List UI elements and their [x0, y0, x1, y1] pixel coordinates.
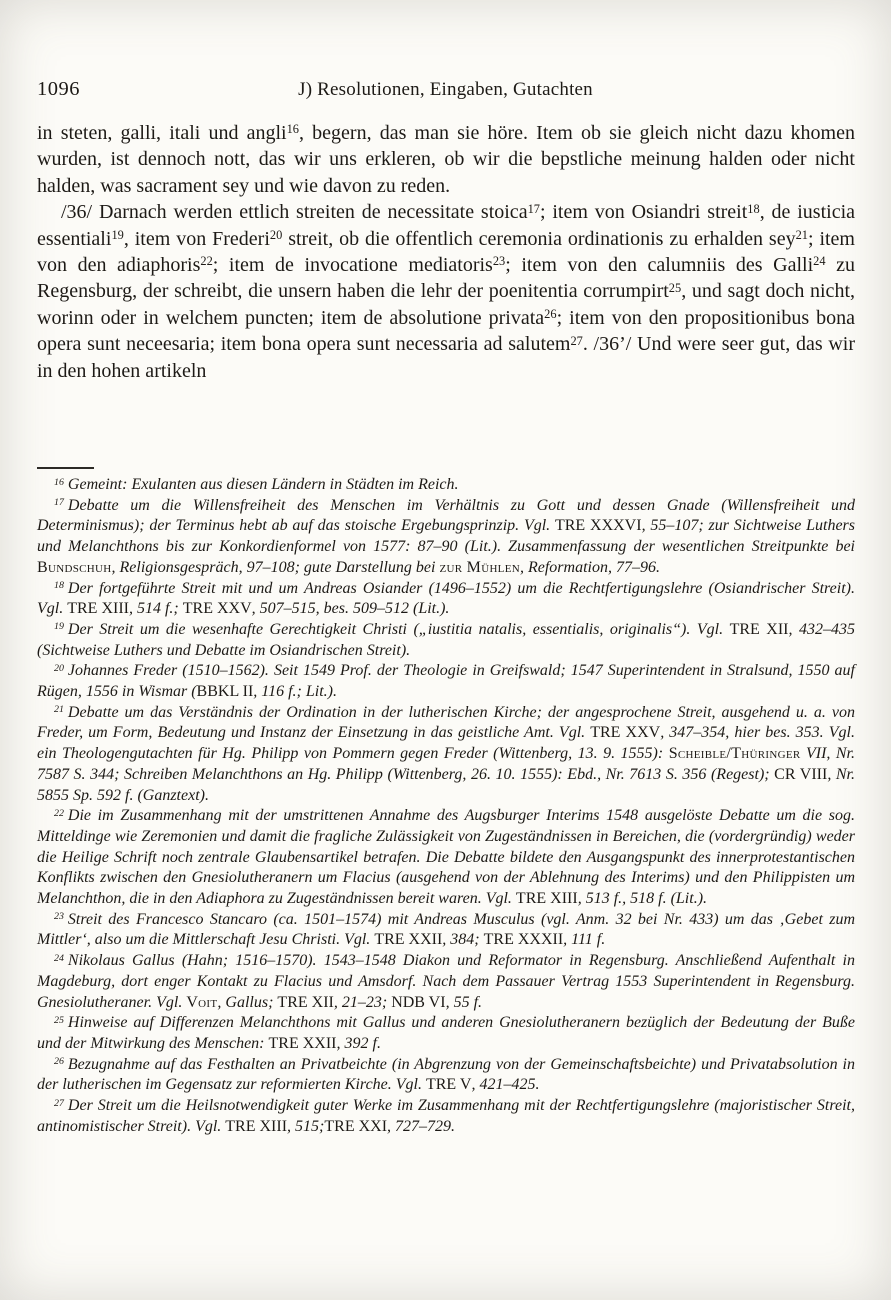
footnote-number: 23	[54, 911, 64, 923]
text-run: , 432–435 (Sichtweise Luthers und Debatte im Osiandrischen Streit).	[37, 620, 856, 659]
footnote-ref: 20	[269, 228, 283, 243]
text-run: TRE XXXII	[483, 931, 564, 949]
page-header	[37, 78, 854, 104]
footnote-number: 20	[54, 662, 64, 674]
footnote	[37, 951, 855, 1013]
text-run: VII, Nr. 7587 S. 344; Schreiben Melanchthons an Hg. Philipp (Wittenberg, 26. 10. 1555): Ebd., Nr. 7613 S. 356 (Regest);	[37, 745, 855, 783]
text-run: Debatte um die Willensfreiheit des Menschen im Verhältnis zu Gott und dessen Gnade (Willensfreiheit und Determinismus); der Terminus hebt ab auf das stoische Ergebungsprinzip. Vgl.	[37, 496, 855, 535]
text-run: TRE XII	[729, 620, 789, 638]
text-run: TRE XXII	[374, 931, 443, 949]
footnote	[37, 496, 855, 579]
body-paragraph	[37, 199, 855, 384]
text-run: . /36’/ Und were seer gut, das wir in den hohen artikeln	[37, 333, 855, 382]
text-run: TRE XXII	[268, 1034, 337, 1052]
footnote	[37, 703, 855, 807]
footnote-number: 26	[54, 1056, 64, 1068]
text-run: TRE XXV	[182, 600, 252, 618]
text-run: /36/ Darnach werden ettlich streiten de necessitate stoica	[61, 201, 528, 224]
footnote-ref: 23	[492, 254, 506, 269]
text-run: , Nr. 5855 Sp. 592 f. (Ganztext).	[37, 765, 856, 804]
text-run: TRE XXV	[590, 724, 661, 742]
text-run: Der Streit um die Heilsnotwendigkeit guter Werke im Zusammenhang mit der Rechtfertigungslehre (majoristischer Streit, antinomistischer Streit). Vgl.	[37, 1097, 855, 1135]
text-run: in steten, galli, itali und angli	[37, 122, 287, 144]
text-run: , Gallus;	[217, 993, 278, 1011]
text-run: , 392 f.	[336, 1034, 381, 1052]
text-run: Bundschuh	[37, 558, 112, 576]
text-run: , 384;	[442, 931, 484, 949]
text-run: Der fortgeführte Streit mit und um Andreas Osiander (1496–1552) um die Rechtfertigungslehre (Osiandrischer Streit). Vgl.	[37, 579, 855, 618]
text-run: ; item von Osiandri streit	[539, 201, 748, 224]
text-run: TRE XIII	[515, 890, 578, 908]
text-run: , Reformation, 77–96.	[519, 558, 660, 576]
footnote	[37, 1055, 855, 1096]
text-run: Voit	[186, 993, 218, 1011]
text-run: Hinweise auf Differenzen Melanchthons mit Gallus und anderen Gnesiolutheranern bezüglich der Bedeutung der Buße und der Mitwirkung des Menschen:	[37, 1014, 855, 1052]
text-run: , 347–354, hier bes. 353. Vgl. ein Theologengutachten für Hg. Philipp von Pommern gegen Freder (Wittenberg, 13. 9. 1555):	[37, 724, 855, 763]
text-run: zur Mühlen	[439, 558, 520, 576]
body-paragraph	[37, 120, 855, 199]
text-run: Bezugnahme auf das Festhalten an Privatbeichte (in Abgrenzung von der Gemeinschaftsbeichte) und Privatabsolution in der lutherischen im Gegensatz zur reformierten Kirche. Vgl.	[37, 1055, 855, 1094]
body-text	[37, 120, 855, 384]
footnote-number: 17	[54, 497, 64, 509]
text-run: Nikolaus Gallus (Hahn; 1516–1570). 1543–1548 Diakon und Reformator in Regensburg. Anschließend Aufenthalt in Magdeburg, dort enger Kontakt zu Flacius und Amsdorf. Nach dem Passauer Vertrag 1553 Superintendent in Regensburg. Gnesiolutheraner. Vgl.	[37, 952, 855, 1011]
text-run: NDB VI	[391, 993, 446, 1011]
footnote-ref: 22	[200, 254, 213, 269]
footnote-ref: 27	[570, 333, 583, 348]
footnote	[37, 661, 855, 702]
footnote	[37, 806, 855, 910]
text-run: , 513 f., 518 f. (Lit.).	[577, 890, 708, 908]
text-run: , de iusticia essentiali	[37, 201, 856, 250]
text-run: Debatte um das Verständnis der Ordination in der lutherischen Kirche; der angesprochene Streit, ausgehend u. a. von Freder, um Form, Bedeutung und Instanz der Einsetzung in das geistliche Amt. Vgl.	[37, 703, 855, 742]
text-run: , und sagt doch nicht, worinn oder in welchem puncten; item de absolutione privata	[37, 280, 855, 329]
text-run: Scheible/Thüringer	[668, 745, 801, 763]
footnote-number: 27	[54, 1097, 64, 1109]
text-run: TRE XXI	[324, 1117, 388, 1135]
text-run: Der Streit um die wesenhafte Gerechtigkeit Christi („iustitia natalis, essentialis, originalis“). Vgl.	[67, 620, 730, 638]
footnote-ref: 24	[813, 254, 826, 269]
footnote-ref: 18	[747, 201, 760, 216]
footnote	[37, 1013, 855, 1054]
text-run: , Religionsgespräch, 97–108; gute Darstellung bei	[111, 558, 440, 576]
footnote-ref: 17	[527, 201, 540, 216]
footnote-ref: 26	[544, 307, 557, 322]
footnote-separator-rule	[37, 467, 94, 469]
text-run: ; item de invocatione mediatoris	[212, 254, 493, 277]
text-run: Gemeint: Exulanten aus diesen Ländern in Städten im Reich.	[67, 476, 459, 493]
text-run: TRE V	[425, 1076, 472, 1094]
text-run: , 514 f.;	[128, 600, 183, 618]
text-run: TRE XXXVI	[554, 517, 642, 535]
text-run: , 421–425.	[471, 1076, 540, 1094]
footnote	[37, 910, 855, 951]
text-run: , 21–23;	[333, 993, 392, 1011]
text-run: , item von Frederi	[123, 227, 270, 250]
footnote-number: 18	[54, 580, 64, 592]
text-run: ; item von den adiaphoris	[37, 227, 855, 277]
footnote-number: 19	[54, 621, 64, 633]
text-run: TRE XIII	[225, 1117, 288, 1135]
footnote-number: 16	[54, 476, 64, 488]
text-run: , 111 f.	[563, 931, 606, 949]
footnote	[37, 620, 855, 661]
text-run: TRE XII	[277, 993, 334, 1011]
footnote-number: 21	[54, 704, 64, 716]
footnote	[37, 1096, 855, 1137]
running-title: J) Resolutionen, Eingaben, Gutachten	[298, 79, 593, 100]
text-run: ; item von den calumniis des Galli	[505, 254, 814, 277]
footnote-number: 22	[54, 807, 64, 819]
text-run: TRE XIII	[67, 600, 129, 618]
text-run: Die im Zusammenhang mit der umstrittenen Annahme des Augsburger Interims 1548 ausgelöste Debatte um die sog. Mitteldinge wie Zeremonien und damit die fragliche Zulässigkeit von Zugeständnissen in Bereichen, die (vordergründig) weder die Heilige Schrift noch zentrale Glaubensartikel betrafen. Die Debatte bildete den Ausgangspunkt des innerprotestantischen Konflikts zwischen den Gnesiolutheranern um Flacius (ausgehend von der Ablehnung des Interims) und den Philippisten um Melanchthon, die in den Adiaphora zu Zugeständnissen bereit waren. Vgl.	[37, 807, 855, 908]
text-run: , 515;	[287, 1117, 325, 1135]
footnote-ref: 25	[668, 280, 682, 295]
footnote	[37, 475, 855, 496]
text-run: , 507–515, bes. 509–512 (Lit.).	[251, 600, 450, 618]
footnote-ref: 21	[795, 228, 808, 243]
footnote-number: 24	[54, 952, 64, 964]
text-run: streit, ob die offentlich ceremonia ordinationis zu erhalden sey	[282, 227, 796, 250]
text-run: , 55 f.	[445, 993, 483, 1011]
text-run: Johannes Freder (1510–1562). Seit 1549 Prof. der Theologie in Greifswald; 1547 Superintendent in Stralsund, 1550 auf Rügen, 1556 in Wismar (	[37, 662, 855, 701]
text-run: zu Regensburg, der schreibt, die unsern haben die lehr der poenitentia corrumpirt	[37, 254, 855, 303]
text-run: Streit des Francesco Stancaro (ca. 1501–1574) mit Andreas Musculus (vgl. Anm. 32 bei Nr. 433) um das ‚Gebet zum Mittler‘, also um die Mittlerschaft Jesu Christi. Vgl.	[37, 910, 855, 949]
text-run: BBKL II	[196, 683, 254, 701]
footnote-ref: 19	[111, 228, 124, 243]
text-run: , 727–729.	[387, 1117, 456, 1135]
page-number: 1096	[37, 78, 80, 100]
text-run: , begern, das man sie höre. Item ob sie gleich nicht dazu khomen wurden, ist dennoch nott, das wir uns erkleren, ob wir die bepstliche meinung halden oder nicht halden, was sacrament sey und wie davon zu reden.	[37, 122, 855, 197]
text-run: ; item von den propositionibus bona opera sunt neceesaria; item bona opera sunt necessaria ad salutem	[37, 306, 855, 356]
footnote-ref: 16	[286, 122, 299, 137]
text-run: CR VIII	[774, 765, 828, 783]
footnotes-list	[37, 475, 855, 1138]
footnote	[37, 579, 855, 620]
text-run: , 116 f.; Lit.).	[253, 683, 337, 701]
text-run: , 55–107; zur Sichtweise Luthers und Melanchthons bis zur Konkordienformel von 1577: 87–90 (Lit.). Zusammenfassung der wesentlichen Streitpunkte bei	[37, 517, 856, 556]
footnote-number: 25	[54, 1014, 64, 1026]
